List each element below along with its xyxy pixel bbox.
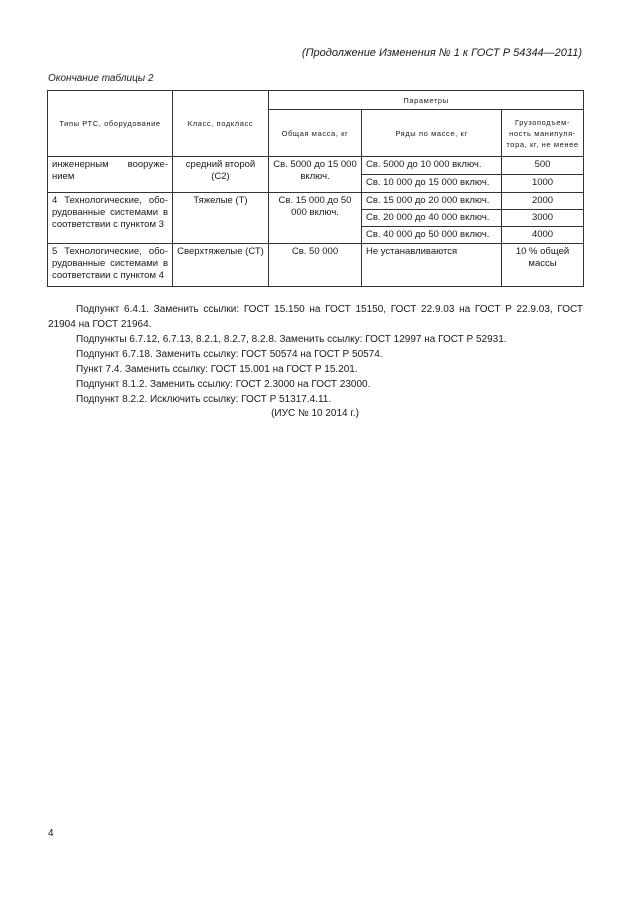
paragraph: Подпункт 6.4.1. Заменить ссылки: ГОСТ 15.150 на ГОСТ 15150, ГОСТ 22.9.03 на ГОСТ Р 22.9.03, ГОСТ 21904 на ГОСТ 21964. <box>48 304 583 330</box>
paragraph: Подпункт 8.1.2. Заменить ссылку: ГОСТ 2.3000 на ГОСТ 23000. <box>76 379 371 390</box>
ius-note: (ИУС № 10 2014 г.) <box>271 408 359 419</box>
table-caption: Окончание таблицы 2 <box>48 73 154 84</box>
table-row <box>48 157 584 175</box>
type-cell: 5 Технологические, обо-рудованные системами в соответствии с пунктом 4 <box>48 244 173 287</box>
paragraph: Пункт 7.4. Заменить ссылку: ГОСТ 15.001 на ГОСТ Р 15.201. <box>76 364 358 375</box>
header-capacity: Грузоподъем-ность манипуля-тора, кг, не менее <box>502 110 584 157</box>
header-mass-rows: Ряды по массе, кг <box>362 110 502 157</box>
table-row <box>48 193 584 210</box>
header-total-mass: Общая масса, кг <box>269 110 362 157</box>
total-mass-cell: Св. 50 000 <box>269 244 362 287</box>
capacity-cell: 2000 <box>502 193 584 210</box>
header-note: (Продолжение Изменения № 1 к ГОСТ Р 54344—2011) <box>301 47 582 59</box>
header-types: Типы РТС, оборудование <box>48 91 173 157</box>
range-cell: Св. 10 000 до 15 000 включ. <box>362 175 502 193</box>
header-class: Класс, подкласс <box>173 91 269 157</box>
class-cell: средний второй (С2) <box>173 157 269 193</box>
class-cell: Тяжелые (Т) <box>173 193 269 244</box>
range-cell: Св. 20 000 до 40 000 включ. <box>362 210 502 227</box>
page-number: 4 <box>48 828 54 839</box>
capacity-cell: 10 % общей массы <box>502 244 584 287</box>
header-params: Параметры <box>269 91 584 110</box>
range-cell: Св. 5000 до 10 000 включ. <box>362 157 502 175</box>
paragraph: Подпункт 8.2.2. Исключить ссылку: ГОСТ Р 51317.4.11. <box>76 394 332 405</box>
capacity-cell: 1000 <box>502 175 584 193</box>
class-cell: Сверхтяжелые (СТ) <box>173 244 269 287</box>
total-mass-cell: Св. 5000 до 15 000 включ. <box>269 157 362 193</box>
paragraph: Подпункт 6.7.18. Заменить ссылку: ГОСТ 50574 на ГОСТ Р 50574. <box>76 349 383 360</box>
capacity-cell: 3000 <box>502 210 584 227</box>
parameters-table <box>47 90 584 287</box>
type-cell: 4 Технологические, обо-рудованные системами в соответствии с пунктом 3 <box>48 193 173 244</box>
total-mass-cell: Св. 15 000 до 50 000 включ. <box>269 193 362 244</box>
range-cell: Св. 15 000 до 20 000 включ. <box>362 193 502 210</box>
amendment-text <box>48 302 583 407</box>
capacity-cell: 500 <box>502 157 584 175</box>
type-cell: инженерным вооруже-нием <box>48 157 173 193</box>
range-cell: Не устанавливаются <box>362 244 502 287</box>
range-cell: Св. 40 000 до 50 000 включ. <box>362 227 502 244</box>
table-row <box>48 244 584 287</box>
capacity-cell: 4000 <box>502 227 584 244</box>
paragraph: Подпункты 6.7.12, 6.7.13, 8.2.1, 8.2.7, 8.2.8. Заменить ссылку: ГОСТ 12997 на ГОСТ Р 52931. <box>76 334 507 345</box>
